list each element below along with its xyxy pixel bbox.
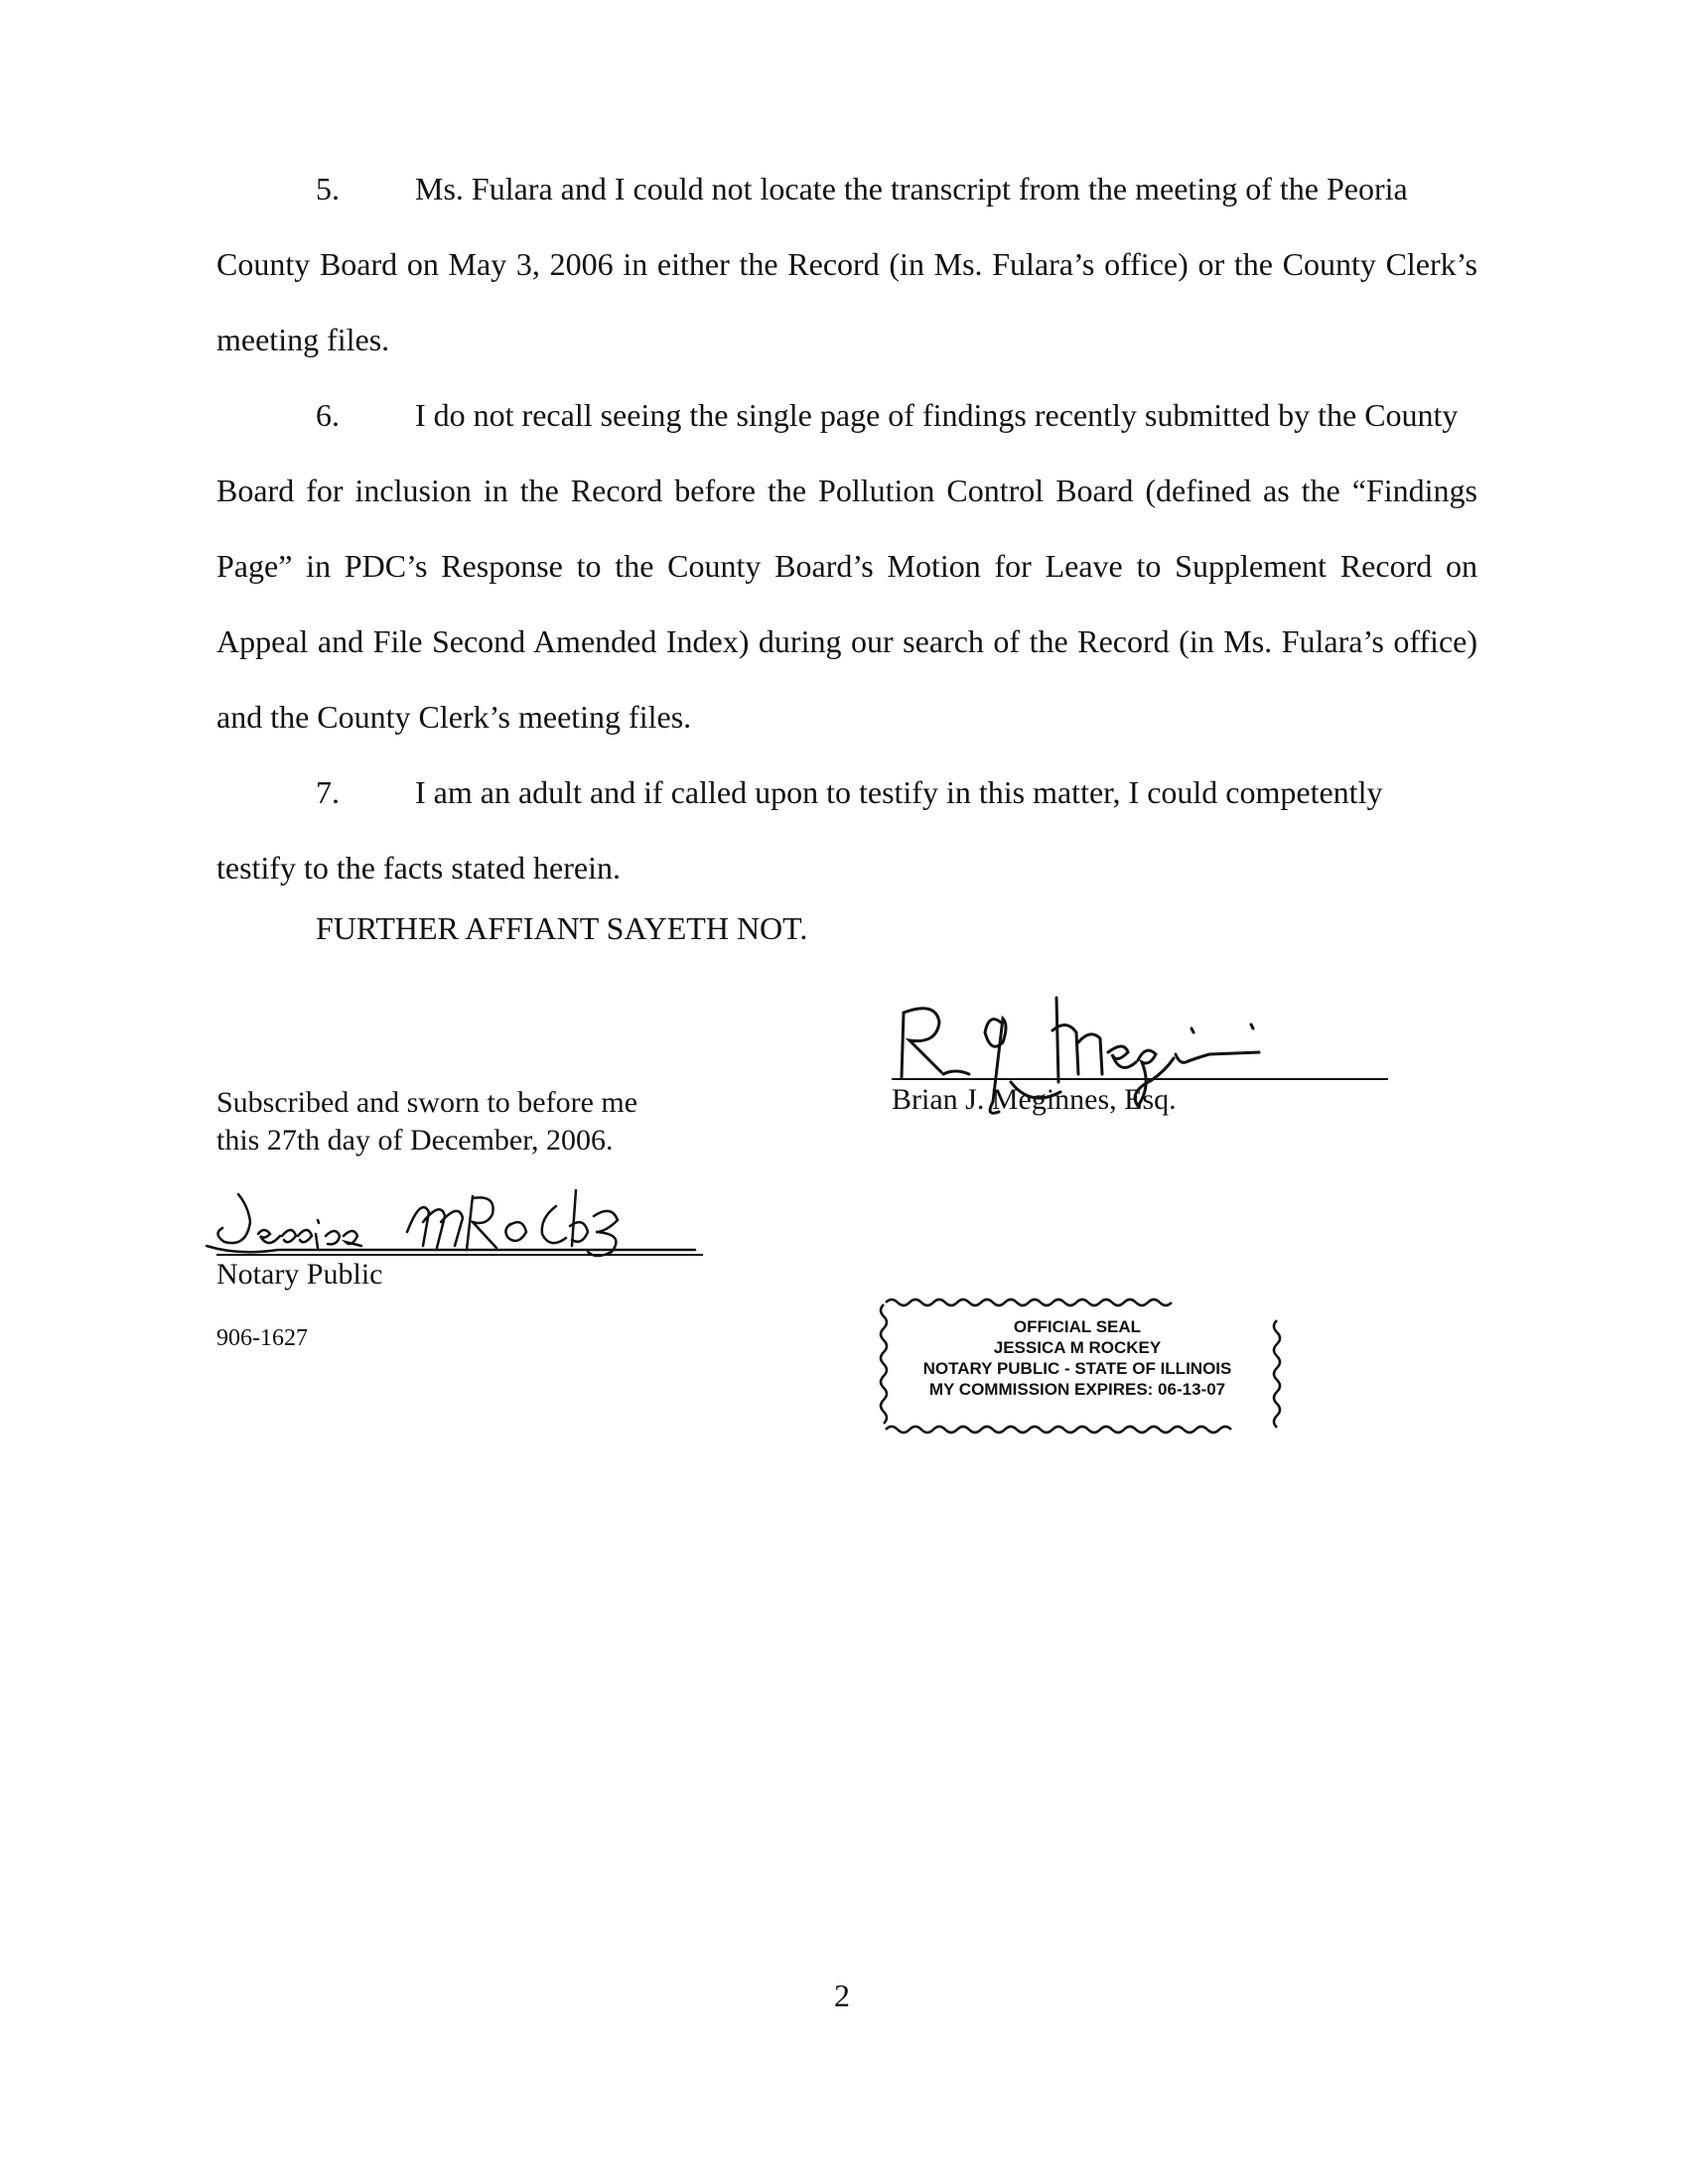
sworn-statement [216, 1084, 637, 1160]
seal-line-3: NOTARY PUBLIC - STATE OF ILLINOIS [922, 1359, 1232, 1378]
paragraph-5-body: County Board on May 3, 2006 in either the Record (in Ms. Fulara’s office) or the County Clerk’s meeting files. [216, 246, 1477, 357]
notary-label: Notary Public [216, 1258, 383, 1291]
seal-line-1: OFFICIAL SEAL [1013, 1317, 1142, 1336]
paragraph-text: Ms. Fulara and I could not locate the transcript from the meeting of the Peoria [415, 171, 1408, 206]
official-seal-stamp [874, 1281, 1291, 1449]
paragraph-6 [216, 377, 1477, 754]
page-number: 2 [834, 1978, 850, 2013]
affiant-signature-line [892, 1078, 1388, 1080]
document-number: 906-1627 [216, 1325, 308, 1351]
closing-statement: FURTHER AFFIANT SAYETH NOT. [316, 910, 808, 946]
sworn-line-2: this 27th day of December, 2006. [216, 1124, 614, 1157]
paragraph-number: 5. [316, 171, 340, 206]
paragraph-7-body: testify to the facts stated herein. [216, 850, 621, 886]
paragraph-6-body: Board for inclusion in the Record before the Pollution Control Board (defined as the “Findings Page” in PDC’s Response to the County Board’s Motion for Leave to Supplement Record on Appeal and File Second Amended Index) during our search of the Record (in Ms. Fulara’s office) and the County Clerk’s meeting files. [216, 473, 1477, 735]
paragraph-7 [216, 754, 1477, 905]
paragraph-text: I do not recall seeing the single page of findings recently submitted by the County [415, 397, 1459, 433]
paragraph-5-first-line [216, 151, 1477, 226]
seal-line-2: JESSICA M ROCKEY [993, 1338, 1162, 1357]
paragraph-number: 6. [316, 397, 340, 433]
paragraph-6-first-line [216, 377, 1477, 453]
paragraph-7-first-line [216, 754, 1477, 830]
affiant-name: Brian J. Meginnes, Esq. [892, 1083, 1177, 1116]
notary-signature-line [216, 1254, 703, 1256]
paragraph-text: I am an adult and if called upon to testify in this matter, I could competently [415, 774, 1383, 810]
seal-line-4: MY COMMISSION EXPIRES: 06-13-07 [928, 1380, 1226, 1399]
sworn-line-1: Subscribed and sworn to before me [216, 1086, 638, 1119]
paragraph-5 [216, 151, 1477, 377]
seal-text [913, 1316, 1241, 1400]
paragraph-number: 7. [316, 774, 340, 810]
